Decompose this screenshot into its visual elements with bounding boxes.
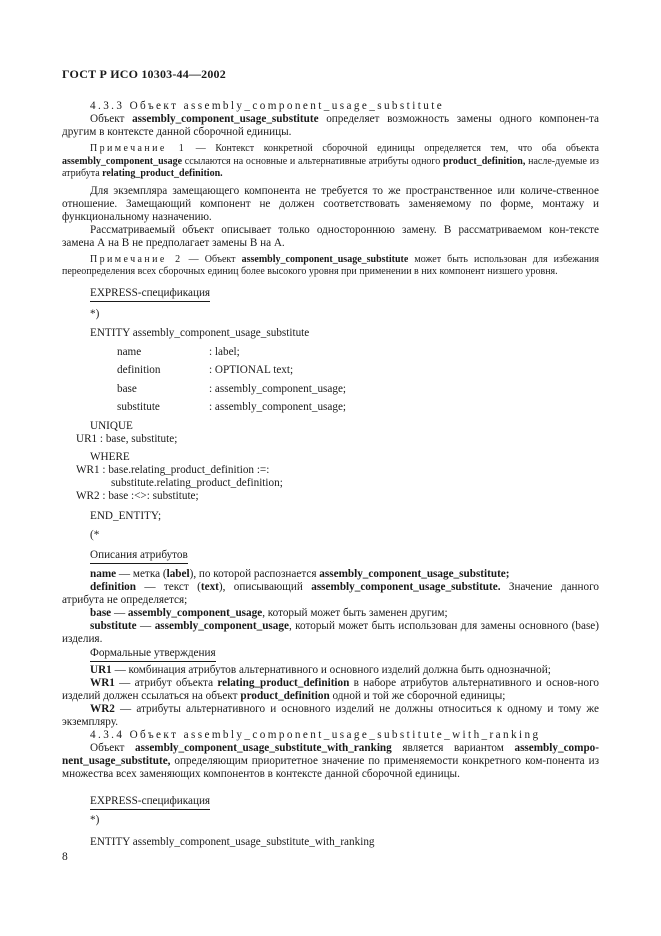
attr-desc-substitute: substitute — assembly_component_usage, который может быть использован для замены основного (base) изделия. xyxy=(62,619,599,645)
formal-ur1: UR1 — комбинация атрибутов альтернативного и основного изделий должна быть однозначной; xyxy=(90,663,551,676)
express-heading: EXPRESS-спецификация xyxy=(90,287,210,302)
attr-desc-heading: Описания атрибутов xyxy=(90,549,188,564)
attribute-row: name : label; xyxy=(117,345,240,358)
express-heading: EXPRESS-спецификация xyxy=(90,795,210,810)
section-title-433: 4.3.3 Объект assembly_component_usage_substitute xyxy=(90,100,445,112)
formal-wr1: WR1 — атрибут объекта relating_product_definition в наборе атрибутов альтернативного и основ-ного изделий должен ссылаться на объект product_definition одной и той же сборочной единицы; xyxy=(62,676,599,702)
attribute-row: substitute : assembly_component_usage; xyxy=(117,401,347,413)
express-ur1: UR1 : base, substitute; xyxy=(76,432,178,445)
attribute-row: base : assembly_component_usage; xyxy=(117,382,347,395)
page-number: 8 xyxy=(62,851,68,863)
formal-wr2: WR2 — атрибуты альтернативного и основного изделий не должны относиться к одному и тому же экземпляру. xyxy=(62,702,599,728)
attribute-row: definition : OPTIONAL text; xyxy=(117,364,294,376)
express-entity: ENTITY assembly_component_usage_substitute xyxy=(90,326,310,339)
attr-desc-base: base — assembly_component_usage, который может быть заменен другим; xyxy=(90,606,448,619)
express-end: END_ENTITY; xyxy=(90,509,162,522)
paragraph: Для экземпляра замещающего компонента не требуется то же пространственное или количе-ственное отношение. Замещающий компонент не должен соответствовать заменяемому по форме, монтажу и функциональному назначению. xyxy=(62,184,599,223)
attr-desc-definition: definition — текст (text), описывающий assembly_component_usage_substitute. Значение данного атрибута не определяется; xyxy=(62,580,599,606)
formal-propositions xyxy=(62,647,599,729)
attr-desc-name: name — метка (label), по которой распознается assembly_component_usage_substitute; xyxy=(90,567,510,580)
express-wr1-cont: substitute.relating_product_definition; xyxy=(111,476,283,489)
express-spec-block xyxy=(62,795,599,849)
express-entity: ENTITY assembly_component_usage_substitute_with_ranking xyxy=(90,835,375,848)
express-spec-block xyxy=(62,287,599,542)
attribute-list xyxy=(62,343,599,417)
express-where: WHERE xyxy=(90,450,130,463)
paragraph: Объект assembly_component_usage_substitute_with_ranking является вариантом assembly_compo-nent_usage_substitute, определяющим приоритетное значение по применяемости конкретного ком-понента из множества всех заменяющих компонентов в контексте данной сборочной единицы. xyxy=(62,741,599,780)
express-open: *) xyxy=(90,813,100,826)
express-wr1: WR1 : base.relating_product_definition :=: xyxy=(76,463,270,476)
standard-header: ГОСТ Р ИСО 10303-44—2002 xyxy=(62,67,226,81)
express-close: (* xyxy=(90,528,100,541)
note-1: Примечание 1 — Контекст конкретной сборочной единицы определяется тем, что оба объекта assembly_component_usage ссылаются на основные и альтернативные атрибуты одного product_definition, насле-дуемые из атрибута relating_product_definition. xyxy=(62,143,599,179)
page-content xyxy=(62,100,599,849)
express-open: *) xyxy=(90,307,100,320)
express-unique: UNIQUE xyxy=(90,419,133,432)
express-wr2: WR2 : base :<>: substitute; xyxy=(76,489,199,502)
formal-heading: Формальные утверждения xyxy=(90,647,216,662)
paragraph: Рассматриваемый объект описывает только одностороннюю замену. В рассматриваемом кон-тексте замена А на В не предполагает замены В на А. xyxy=(62,223,599,249)
section-title-434: 4.3.4 Объект assembly_component_usage_substitute_with_ranking xyxy=(90,728,541,741)
paragraph: Объект assembly_component_usage_substitute определяет возможность замены одного компонен-та другим в контексте данной сборочной единицы. xyxy=(62,113,599,138)
note-2: Примечание 2 — Объект assembly_component_usage_substitute может быть использован для избежания переопределения всех сборочных единиц более высокого уровня при применении в них компонент низшего уровня. xyxy=(62,253,599,277)
attribute-descriptions xyxy=(62,549,599,646)
